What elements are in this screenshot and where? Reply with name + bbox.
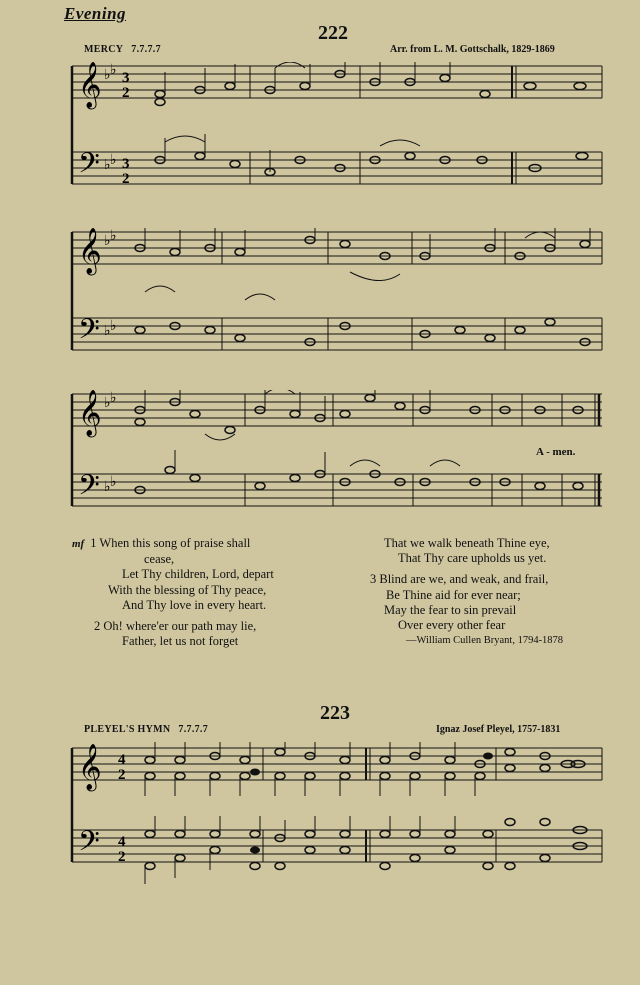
svg-text:3: 3 xyxy=(122,70,130,86)
verse-2-line: Father, let us not forget xyxy=(122,634,239,649)
tune-name: MERCY xyxy=(84,44,124,55)
bass-clef-icon: 𝄢 xyxy=(78,469,100,509)
verse-2-line: Oh! where'er our path may lie, xyxy=(103,619,257,634)
verse-2-number: 2 xyxy=(94,619,101,634)
verse-3-line: Be Thine aid for ever near; xyxy=(386,587,521,602)
verse-1-line: And Thy love in every heart. xyxy=(122,597,267,612)
dynamic-marking: mf xyxy=(72,538,85,550)
bass-clef-icon: 𝄢 xyxy=(78,825,100,865)
verse-1-line: When this song of praise shall xyxy=(99,536,251,550)
treble-clef-icon: 𝄞 xyxy=(78,228,102,274)
verse-2-line: That we walk beneath Thine eye, xyxy=(384,536,550,550)
flat-icon: ♭ xyxy=(110,63,117,78)
verse-2-line: That Thy care upholds us yet. xyxy=(398,551,547,566)
amen-label: A - men. xyxy=(536,446,576,458)
svg-text:♭: ♭ xyxy=(110,475,117,490)
hymn-223-composer: Ignaz Josef Pleyel, 1757-1831 xyxy=(436,724,561,735)
verses-left xyxy=(72,536,332,649)
bass-clef-icon: 𝄢 xyxy=(78,147,100,187)
verse-3-line: May the fear to sin prevail xyxy=(384,602,517,617)
notes-group xyxy=(135,237,590,346)
bass-clef-icon: 𝄢 xyxy=(78,313,100,353)
flat-icon: ♭ xyxy=(110,153,117,168)
svg-text:2: 2 xyxy=(118,767,126,783)
svg-text:♭: ♭ xyxy=(110,391,117,406)
hymn-author: —William Cullen Bryant, 1794-1878 xyxy=(406,635,564,647)
treble-clef-icon: 𝄞 xyxy=(78,62,102,108)
svg-text:♭: ♭ xyxy=(110,229,117,244)
verse-3-number: 3 xyxy=(370,572,377,587)
notes-group xyxy=(135,395,583,494)
svg-text:2: 2 xyxy=(122,171,130,187)
hymn-222-tune xyxy=(84,44,161,55)
verse-1-line: cease, xyxy=(144,552,175,567)
flat-icon: ♭ xyxy=(104,68,111,83)
verse-3-line: Over every other fear xyxy=(398,618,506,633)
hymn-222-composer: Arr. from L. M. Gottschalk, 1829-1869 xyxy=(390,44,555,55)
hymn-223-number: 223 xyxy=(320,702,350,724)
hymn-222-system-1 xyxy=(0,62,640,192)
hymn-223-tune xyxy=(84,724,208,735)
svg-text:3: 3 xyxy=(122,156,130,172)
svg-text:♭: ♭ xyxy=(110,319,117,334)
verses-right xyxy=(370,536,610,648)
svg-text:♭: ♭ xyxy=(104,324,111,339)
section-title: Evening xyxy=(64,4,127,23)
verse-1-number: 1 xyxy=(90,536,97,550)
svg-text:2: 2 xyxy=(122,85,130,101)
tune-meter: 7.7.7.7 xyxy=(178,724,209,735)
tune-name: PLEYEL'S HYMN xyxy=(84,724,171,735)
treble-clef-icon: 𝄞 xyxy=(78,390,102,436)
flat-icon: ♭ xyxy=(104,158,111,173)
verse-3-line: Blind are we, and weak, and frail, xyxy=(379,572,549,587)
hymn-223-system-1 xyxy=(0,742,640,892)
verse-1-line: Let Thy children, Lord, depart xyxy=(122,567,274,582)
tune-meter: 7.7.7.7 xyxy=(131,44,161,55)
hymn-222-system-2 xyxy=(0,228,640,358)
svg-text:2: 2 xyxy=(118,849,126,865)
svg-text:4: 4 xyxy=(118,752,126,768)
treble-clef-icon: 𝄞 xyxy=(78,744,102,790)
svg-text:♭: ♭ xyxy=(104,480,111,495)
svg-text:4: 4 xyxy=(118,834,126,850)
svg-text:♭: ♭ xyxy=(104,396,111,411)
svg-text:♭: ♭ xyxy=(104,234,111,249)
hymn-222-number: 222 xyxy=(318,22,348,44)
verse-1-line: With the blessing of Thy peace, xyxy=(108,582,267,597)
